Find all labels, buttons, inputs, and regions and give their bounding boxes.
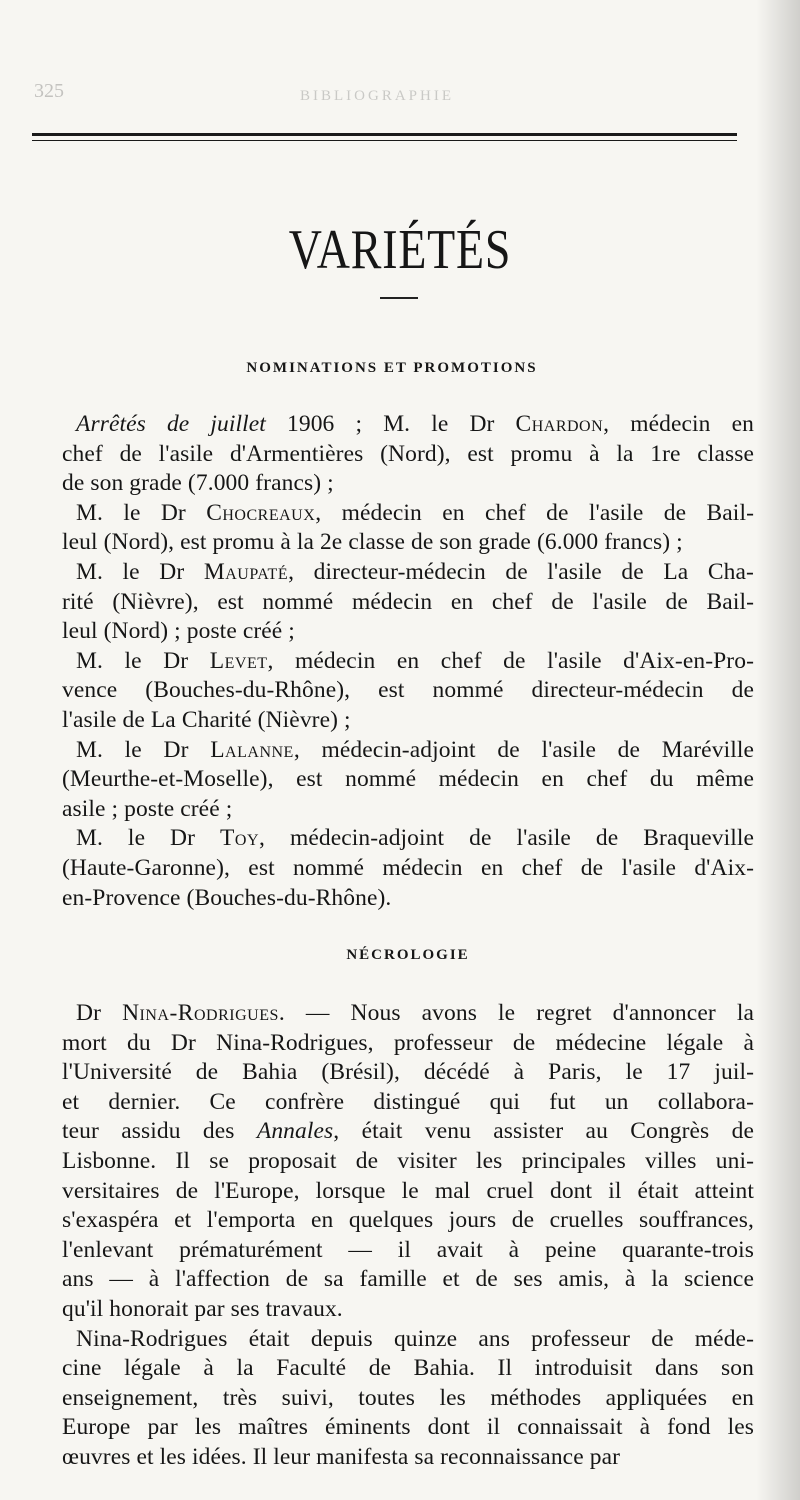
person-name: Toy: [220, 825, 259, 852]
text-run: et dernier. Ce confrère distingué qui fut un collabora-: [62, 1088, 754, 1115]
text-line: [62, 1443, 754, 1473]
text-line: [62, 1177, 754, 1207]
text-run: de son grade (7.000 francs) ;: [62, 470, 334, 497]
title-underline: [380, 297, 418, 299]
text-line: [62, 1206, 754, 1236]
header-rule: [32, 133, 737, 136]
text-line: [62, 499, 754, 529]
text-run: Arrêtés de juillet: [76, 411, 266, 437]
text-line: [62, 884, 754, 914]
running-head: BIBLIOGRAPHIE: [300, 88, 454, 104]
person-name: Maupaté: [203, 558, 289, 585]
text-line: [62, 1117, 754, 1147]
text-line: [62, 795, 754, 825]
text-run: , directeur-médecin de l'asile de La Cha-: [288, 558, 754, 585]
page-edge-shadow: [756, 0, 800, 1500]
nominations-text: [62, 410, 754, 913]
text-run: asile ; poste créé ;: [62, 795, 233, 822]
text-run: 1906 ; M. le Dr: [265, 411, 516, 437]
text-run: , médecin-adjoint de l'asile de Braqueville: [259, 825, 755, 852]
text-line: [62, 1354, 754, 1384]
text-run: (Haute-Garonne), est nommé médecin en chef de l'asile d'Aix-: [62, 854, 754, 881]
text-line: [62, 647, 754, 677]
text-run: Annales: [256, 1118, 334, 1145]
text-line: [62, 706, 754, 736]
person-name: Chardon: [515, 411, 604, 437]
text-run: l'enlevant prématurément — il avait à peine quarante-trois: [62, 1236, 754, 1263]
text-run: vence (Bouches-du-Rhône), est nommé directeur-médecin de: [62, 677, 754, 704]
text-line: [62, 1147, 754, 1177]
text-line: [62, 1413, 754, 1443]
text-run: rité (Nièvre), est nommé médecin en chef de l'asile de Bail-: [62, 588, 754, 615]
text-run: en-Provence (Bouches-du-Rhône).: [62, 884, 392, 911]
text-run: . — Nous avons le regret d'annoncer la: [278, 1000, 754, 1026]
text-line: [62, 1325, 754, 1355]
subhead-necrologie: NÉCROLOGIE: [346, 947, 470, 963]
text-line: [62, 1265, 754, 1295]
text-line: [62, 999, 754, 1029]
text-line: [62, 676, 754, 706]
text-line: [62, 1058, 754, 1088]
text-run: qu'il honorait par ses travaux.: [62, 1295, 343, 1322]
text-line: [62, 736, 754, 766]
text-run: (Meurthe-et-Moselle), est nommé médecin en chef du même: [62, 766, 754, 793]
text-line: [62, 469, 754, 499]
text-run: teur assidu des: [62, 1118, 257, 1145]
text-run: l'Université de Bahia (Brésil), décédé à Paris, le 17 juil-: [62, 1059, 754, 1086]
text-line: [62, 1384, 754, 1414]
page-number: 325: [34, 80, 64, 102]
text-run: enseignement, très suivi, toutes les méthodes appliquées en: [62, 1384, 754, 1411]
text-run: M. le Dr: [76, 558, 204, 585]
text-line: [62, 528, 754, 558]
text-run: Europe par les maîtres éminents dont il connaissait à fond les: [62, 1414, 754, 1441]
subhead-nominations: NOMINATIONS ET PROMOTIONS: [246, 360, 538, 376]
text-run: l'asile de La Charité (Nièvre) ;: [62, 706, 351, 733]
text-line: [62, 558, 754, 588]
text-run: , médecin en chef de l'asile de Bail-: [315, 499, 754, 526]
text-run: , était venu assister au Congrès de: [333, 1118, 754, 1145]
text-run: M. le Dr: [76, 736, 211, 763]
text-run: cine légale à la Faculté de Bahia. Il introduisit dans son: [62, 1355, 754, 1382]
person-name: Nina-Rodrigues: [122, 1000, 279, 1026]
person-name: Chocreaux: [206, 499, 316, 526]
text-run: Nina-Rodrigues était depuis quinze ans professeur de méde-: [76, 1325, 754, 1352]
text-run: leul (Nord) ; poste créé ;: [62, 618, 295, 645]
text-run: Lisbonne. Il se proposait de visiter les principales villes uni-: [62, 1147, 754, 1174]
text-line: [62, 588, 754, 618]
text-line: [62, 1088, 754, 1118]
necrologie-text: [62, 999, 754, 1473]
text-run: versitaires de l'Europe, lorsque le mal cruel dont il était atteint: [62, 1177, 754, 1204]
text-run: chef de l'asile d'Armentières (Nord), est promu à la 1re classe: [62, 440, 754, 467]
text-run: ans — à l'affection de sa famille et de ses amis, à la science: [62, 1266, 754, 1293]
text-line: [62, 440, 754, 470]
text-run: mort du Dr Nina-Rodrigues, professeur de médecine légale à: [62, 1029, 754, 1056]
section-title: VARIÉTÉS: [288, 219, 512, 281]
text-run: leul (Nord), est promu à la 2e classe de son grade (6.000 francs) ;: [62, 529, 683, 556]
person-name: Lalanne: [210, 736, 294, 763]
text-line: [62, 410, 754, 440]
text-run: , médecin en: [603, 411, 754, 437]
text-run: , médecin en chef de l'asile d'Aix-en-Pro-: [267, 647, 754, 674]
text-line: [62, 824, 754, 854]
text-run: , médecin-adjoint de l'asile de Maréville: [293, 736, 754, 763]
text-line: [62, 1236, 754, 1266]
text-line: [62, 765, 754, 795]
text-line: [62, 617, 754, 647]
text-line: [62, 1029, 754, 1059]
text-run: M. le Dr: [76, 647, 210, 674]
header-rule-thin: [32, 140, 737, 141]
text-run: s'exaspéra et l'emporta en quelques jours de cruelles souffrances,: [62, 1207, 754, 1234]
text-run: M. le Dr: [76, 825, 221, 852]
text-run: M. le Dr: [76, 499, 207, 526]
text-line: [62, 854, 754, 884]
person-name: Levet: [209, 647, 268, 674]
text-run: œuvres et les idées. Il leur manifesta sa reconnaissance par: [62, 1443, 621, 1470]
text-line: [62, 1295, 754, 1325]
text-run: Dr: [76, 1000, 123, 1026]
